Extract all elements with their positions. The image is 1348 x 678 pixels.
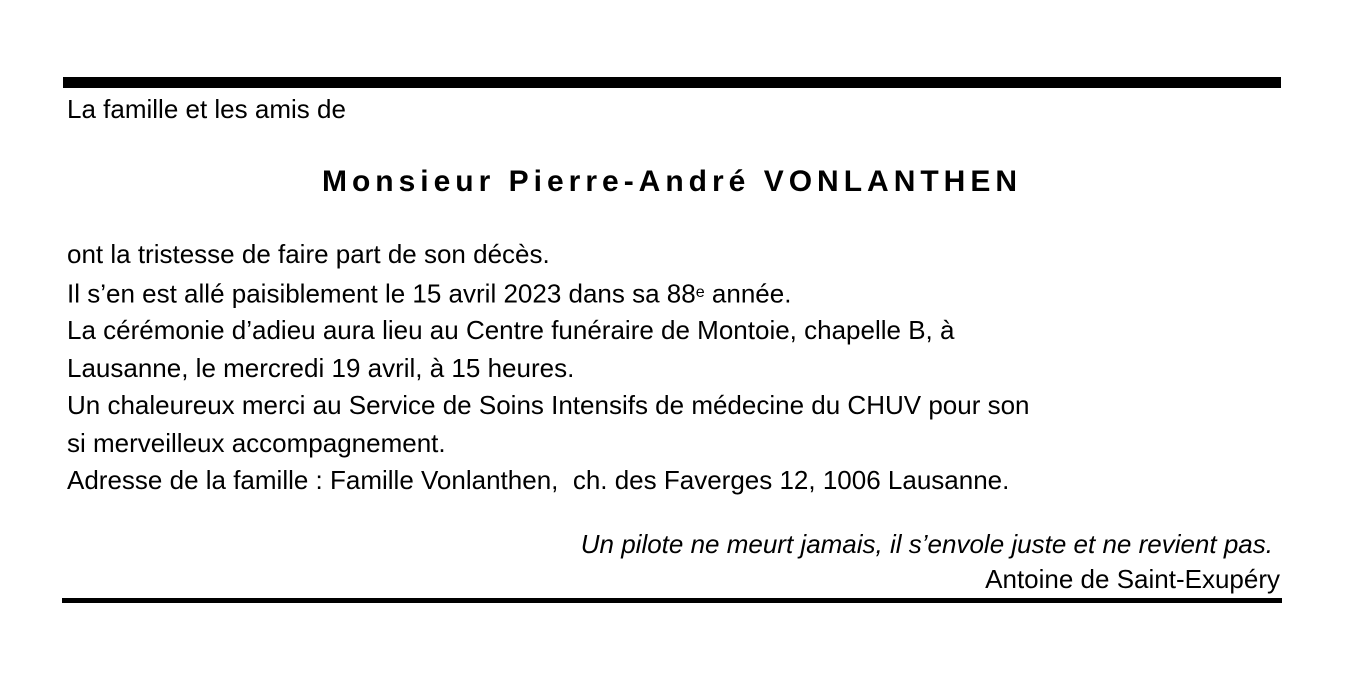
- ordinal-superscript: e: [695, 282, 705, 301]
- body-line-adresse: Adresse de la famille : Famille Vonlanthen, ch. des Faverges 12, 1006 Lausanne.: [67, 465, 1010, 496]
- body-line-date-suffix: année.: [704, 277, 792, 308]
- top-rule: [63, 77, 1281, 88]
- body-line-merci-1: Un chaleureux merci au Service de Soins Intensifs de médecine du CHUV pour son: [67, 390, 1030, 421]
- deceased-name: Monsieur Pierre-André VONLANTHEN: [321, 165, 1023, 198]
- intro-line: La famille et les amis de: [67, 94, 346, 124]
- notice-body: [67, 236, 1030, 500]
- body-line-date-prefix: Il s’en est allé paisiblement le 15 avril 2023 dans sa 88: [67, 277, 696, 308]
- body-line-ceremonie-1: La cérémonie d’adieu aura lieu au Centre funéraire de Montoie, chapelle B, à: [67, 315, 955, 346]
- memorial-quote: Un pilote ne meurt jamais, il s’envole juste et ne revient pas.: [580, 529, 1273, 559]
- bottom-rule: [62, 598, 1282, 603]
- body-line-ceremonie-2: Lausanne, le mercredi 19 avril, à 15 heures.: [67, 352, 575, 383]
- body-line-merci-2: si merveilleux accompagnement.: [67, 427, 446, 458]
- body-line-date: [67, 274, 1030, 313]
- quote-attribution: Antoine de Saint-Exupéry: [985, 564, 1280, 594]
- body-line-deces: ont la tristesse de faire part de son décès.: [67, 239, 550, 269]
